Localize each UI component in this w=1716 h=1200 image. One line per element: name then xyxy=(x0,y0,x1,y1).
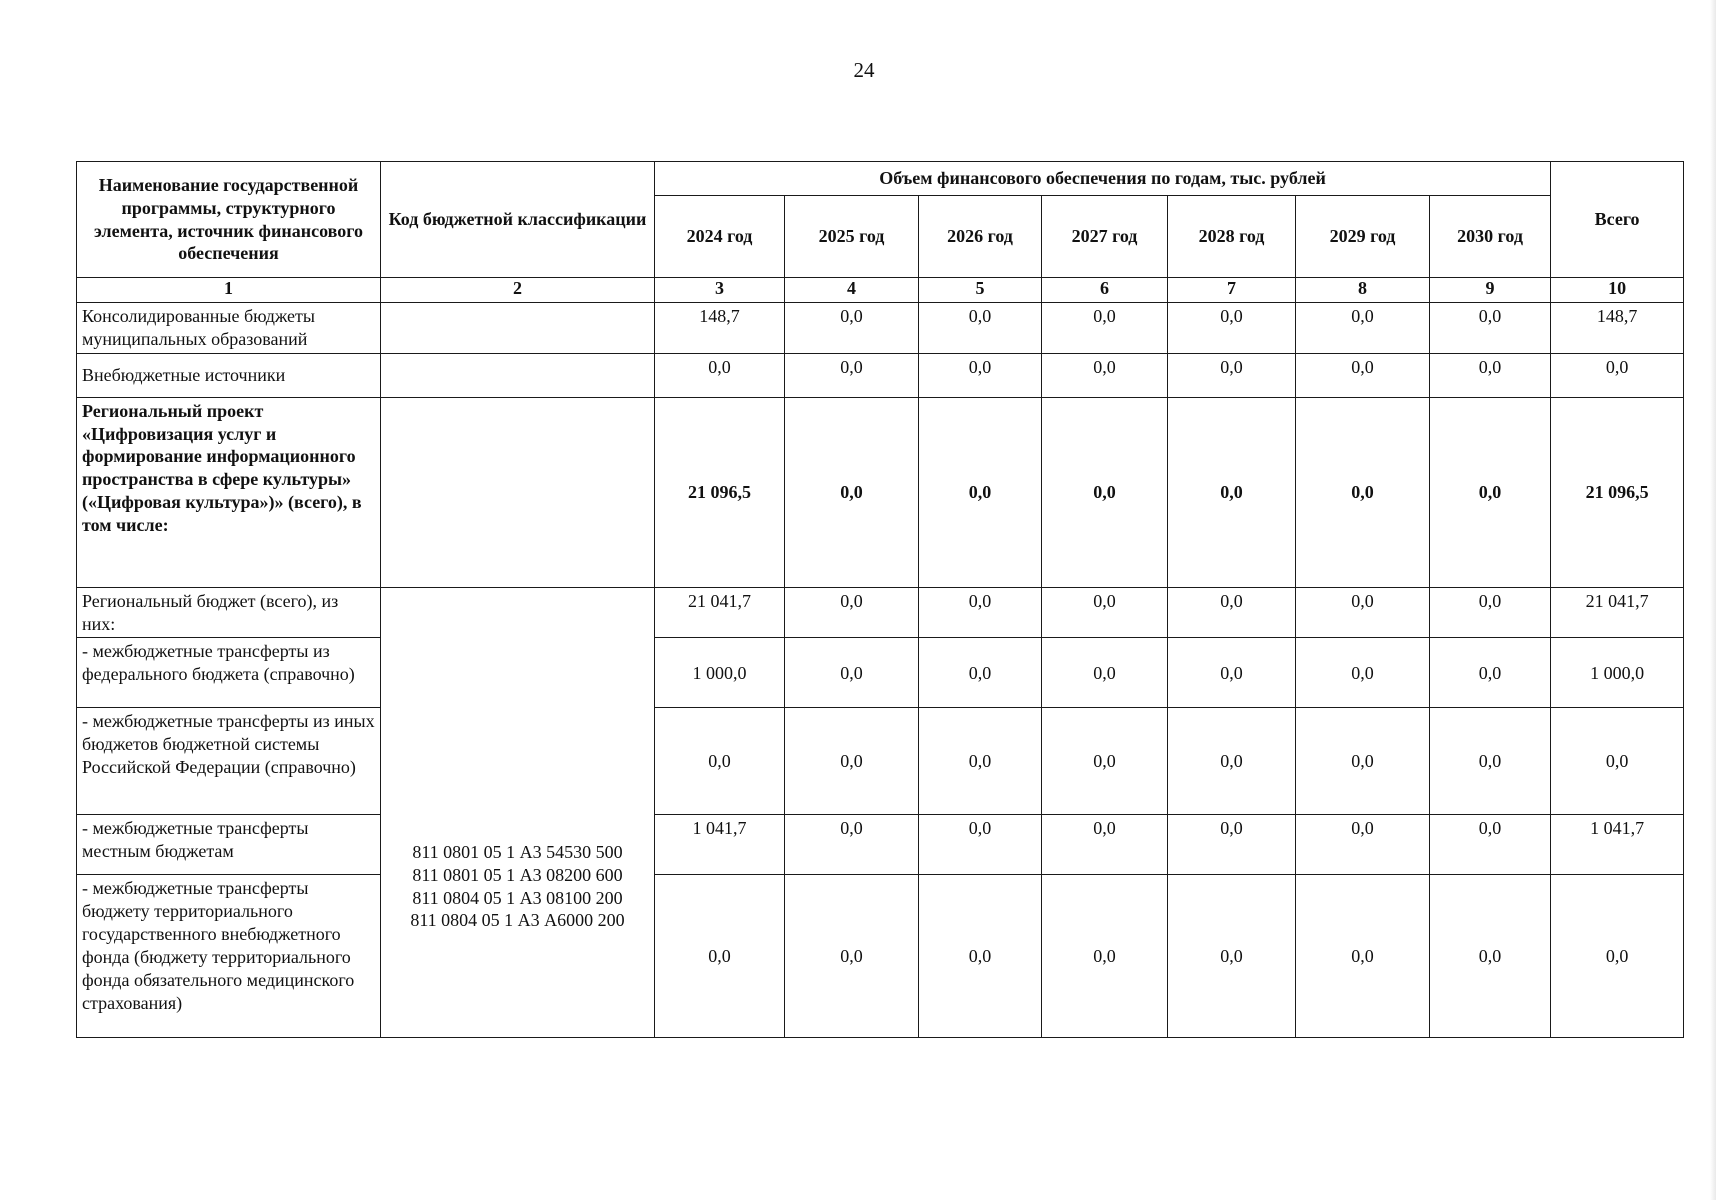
header-year: 2028 год xyxy=(1168,196,1296,278)
value-cell: 0,0 xyxy=(919,815,1042,875)
value-cell: 0,0 xyxy=(919,638,1042,708)
budget-code: 811 0804 05 1 А3 А6000 200 xyxy=(410,910,625,931)
value-cell: 0,0 xyxy=(1430,353,1551,397)
value-cell: 0,0 xyxy=(785,875,919,1038)
value-cell: 148,7 xyxy=(1551,303,1684,354)
value-cell: 0,0 xyxy=(1168,353,1296,397)
header-total: Всего xyxy=(1551,162,1684,278)
value-cell: 21 096,5 xyxy=(655,397,785,587)
value-cell: 0,0 xyxy=(1168,397,1296,587)
value-cell: 0,0 xyxy=(1430,875,1551,1038)
value-cell: 21 096,5 xyxy=(1551,397,1684,587)
value-cell: 0,0 xyxy=(919,708,1042,815)
value-cell: 0,0 xyxy=(1042,708,1168,815)
table-row xyxy=(77,638,1684,708)
value-cell: 0,0 xyxy=(785,353,919,397)
column-number: 7 xyxy=(1168,278,1296,303)
header-year: 2024 год xyxy=(655,196,785,278)
column-number: 2 xyxy=(381,278,655,303)
column-number: 3 xyxy=(655,278,785,303)
financing-table xyxy=(76,161,1684,1038)
value-cell: 0,0 xyxy=(1042,815,1168,875)
value-cell: 0,0 xyxy=(1168,638,1296,708)
value-cell: 0,0 xyxy=(655,708,785,815)
header-name: Наименование государственной программы, структурного элемента, источник финансового обеспечения xyxy=(77,162,381,278)
table-row xyxy=(77,875,1684,1038)
value-cell: 0,0 xyxy=(1296,587,1430,638)
value-cell: 0,0 xyxy=(1430,587,1551,638)
value-cell: 1 000,0 xyxy=(1551,638,1684,708)
row-name: Внебюджетные источники xyxy=(77,353,381,397)
table-row xyxy=(77,708,1684,815)
header-year: 2025 год xyxy=(785,196,919,278)
header-year: 2027 год xyxy=(1042,196,1168,278)
value-cell: 0,0 xyxy=(1430,303,1551,354)
value-cell: 0,0 xyxy=(1296,353,1430,397)
budget-code: 811 0801 05 1 А3 54530 500 xyxy=(412,841,623,862)
row-name: Консолидированные бюджеты муниципальных образований xyxy=(77,303,381,354)
value-cell: 0,0 xyxy=(1168,303,1296,354)
value-cell: 0,0 xyxy=(1168,587,1296,638)
value-cell: 0,0 xyxy=(919,303,1042,354)
value-cell: 0,0 xyxy=(1168,815,1296,875)
value-cell: 0,0 xyxy=(785,303,919,354)
row-code-empty xyxy=(381,353,655,397)
column-number: 5 xyxy=(919,278,1042,303)
header-volume: Объем финансового обеспечения по годам, тыс. рублей xyxy=(655,162,1551,196)
column-number: 9 xyxy=(1430,278,1551,303)
table-row xyxy=(77,303,1684,354)
value-cell: 0,0 xyxy=(1430,708,1551,815)
value-cell: 0,0 xyxy=(1296,303,1430,354)
value-cell: 0,0 xyxy=(1042,303,1168,354)
value-cell: 0,0 xyxy=(1296,638,1430,708)
value-cell: 0,0 xyxy=(1168,708,1296,815)
column-number: 4 xyxy=(785,278,919,303)
value-cell: 21 041,7 xyxy=(1551,587,1684,638)
table-row xyxy=(77,587,1684,638)
value-cell: 0,0 xyxy=(655,353,785,397)
value-cell: 0,0 xyxy=(1430,638,1551,708)
budget-code-cell xyxy=(381,587,655,1038)
value-cell: 0,0 xyxy=(1551,708,1684,815)
value-cell: 0,0 xyxy=(1551,353,1684,397)
value-cell: 0,0 xyxy=(919,353,1042,397)
row-name: Региональный бюджет (всего), из них: xyxy=(77,587,381,638)
header-year: 2030 год xyxy=(1430,196,1551,278)
value-cell: 0,0 xyxy=(785,397,919,587)
value-cell: 0,0 xyxy=(919,397,1042,587)
value-cell: 0,0 xyxy=(1168,875,1296,1038)
header-code: Код бюджетной классификации xyxy=(381,162,655,278)
header-year: 2029 год xyxy=(1296,196,1430,278)
value-cell: 1 041,7 xyxy=(1551,815,1684,875)
column-number: 8 xyxy=(1296,278,1430,303)
value-cell: 0,0 xyxy=(1042,353,1168,397)
budget-code: 811 0804 05 1 А3 08100 200 xyxy=(412,887,623,908)
value-cell: 0,0 xyxy=(1042,875,1168,1038)
table-row xyxy=(77,815,1684,875)
value-cell: 1 041,7 xyxy=(655,815,785,875)
column-number: 1 xyxy=(77,278,381,303)
value-cell: 0,0 xyxy=(785,708,919,815)
row-name: - межбюджетные трансферты бюджету территориального государственного внебюджетного фонда (бюджету территориального фонда обязательного медицинского страхования) xyxy=(77,875,381,1038)
value-cell: 0,0 xyxy=(785,815,919,875)
value-cell: 148,7 xyxy=(655,303,785,354)
row-name: - межбюджетные трансферты из федерального бюджета (справочно) xyxy=(77,638,381,708)
value-cell: 0,0 xyxy=(1042,397,1168,587)
row-code-empty xyxy=(381,303,655,354)
value-cell: 0,0 xyxy=(1296,815,1430,875)
scan-edge-shadow xyxy=(1710,0,1716,1200)
table-row xyxy=(77,397,1684,587)
value-cell: 0,0 xyxy=(919,875,1042,1038)
value-cell: 0,0 xyxy=(785,638,919,708)
row-name: - межбюджетные трансферты местным бюджетам xyxy=(77,815,381,875)
column-numbers-row xyxy=(77,278,1684,303)
row-code-empty xyxy=(381,397,655,587)
table-row xyxy=(77,353,1684,397)
value-cell: 1 000,0 xyxy=(655,638,785,708)
header-year: 2026 год xyxy=(919,196,1042,278)
value-cell: 0,0 xyxy=(1042,638,1168,708)
value-cell: 0,0 xyxy=(785,587,919,638)
value-cell: 21 041,7 xyxy=(655,587,785,638)
value-cell: 0,0 xyxy=(1430,815,1551,875)
value-cell: 0,0 xyxy=(655,875,785,1038)
value-cell: 0,0 xyxy=(919,587,1042,638)
column-number: 10 xyxy=(1551,278,1684,303)
budget-code: 811 0801 05 1 А3 08200 600 xyxy=(412,864,623,885)
page-number: 24 xyxy=(853,58,875,82)
value-cell: 0,0 xyxy=(1296,875,1430,1038)
row-name: - межбюджетные трансферты из иных бюджетов бюджетной системы Российской Федерации (справочно) xyxy=(77,708,381,815)
value-cell: 0,0 xyxy=(1551,875,1684,1038)
value-cell: 0,0 xyxy=(1296,708,1430,815)
value-cell: 0,0 xyxy=(1430,397,1551,587)
value-cell: 0,0 xyxy=(1296,397,1430,587)
column-number: 6 xyxy=(1042,278,1168,303)
row-name: Региональный проект «Цифровизация услуг и формирование информационного пространства в сфере культуры» («Цифровая культура»)» (всего), в том числе: xyxy=(77,397,381,587)
value-cell: 0,0 xyxy=(1042,587,1168,638)
